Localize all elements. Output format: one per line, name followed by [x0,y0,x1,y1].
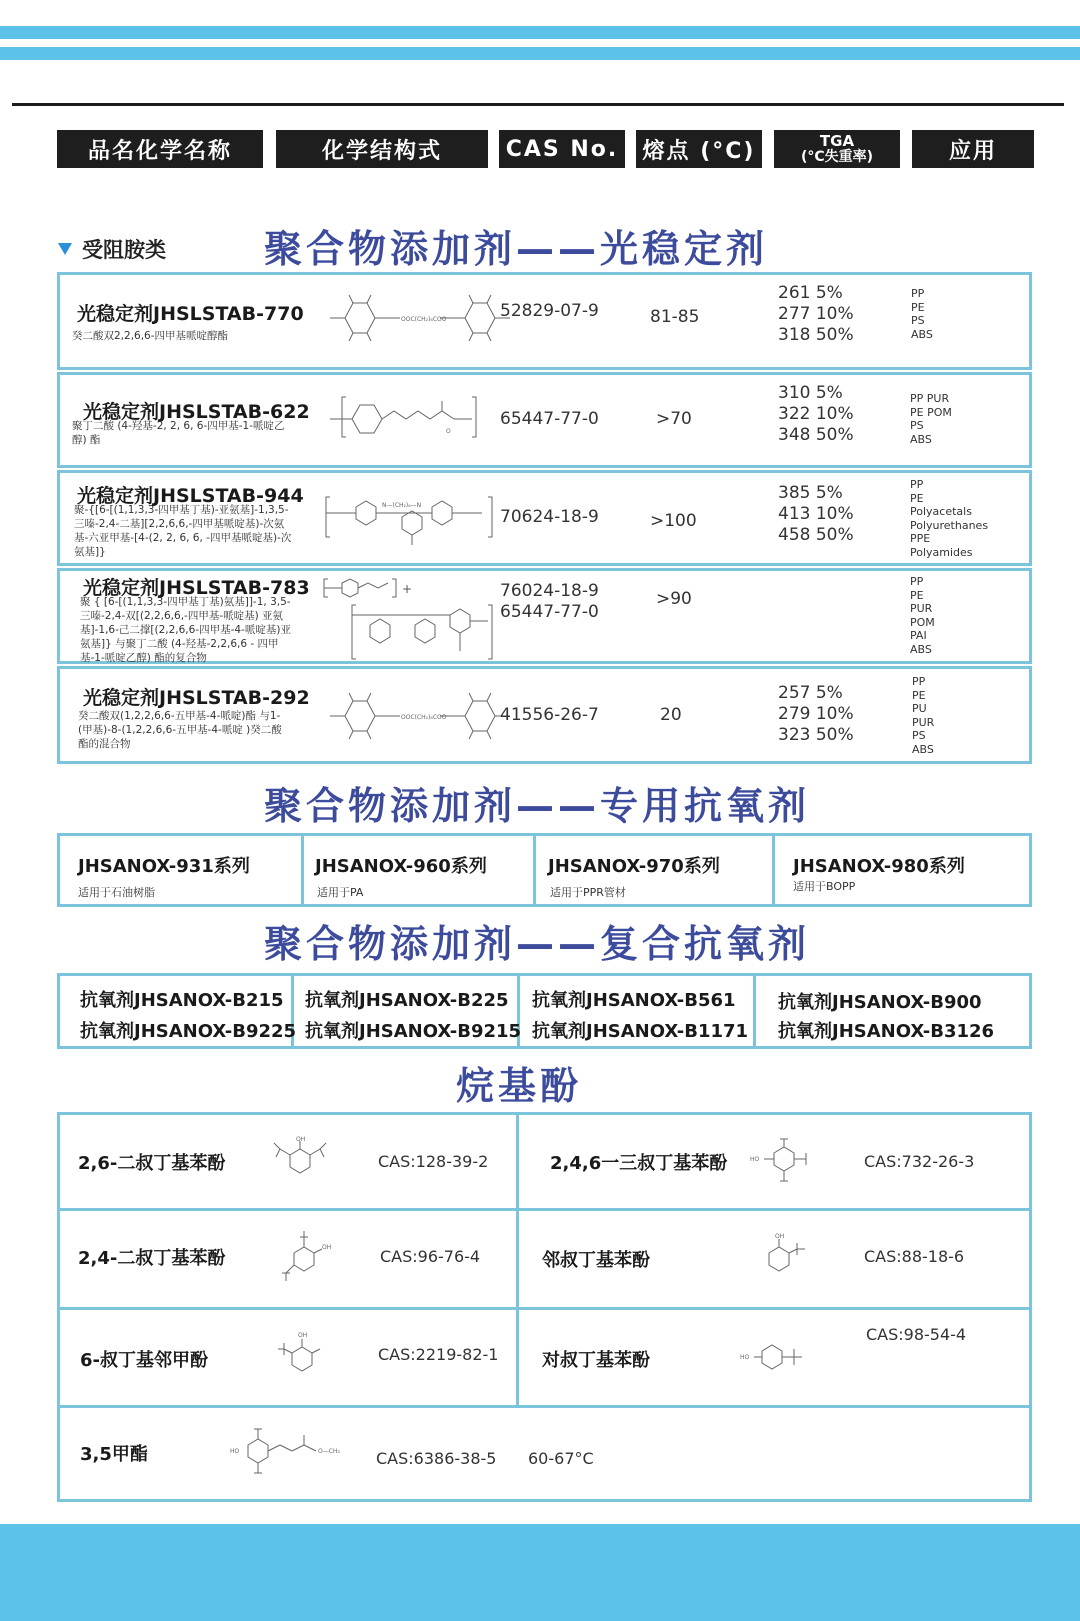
compound-name: 抗氧剂JHSANOX-B9215 [305,1021,522,1042]
col-header-tga [774,130,900,168]
structure-6tbomc-image [272,1327,332,1389]
svg-text:O: O [446,428,451,435]
product-name: 光稳定剂JHSLSTAB-622 [83,401,310,423]
col-header-app: 应用 [912,130,1034,168]
compound-name: 抗氧剂JHSANOX-B900 [778,992,982,1013]
product-desc: 聚 { [6-[(1,1,3,3-四甲基丁基)氨基]]-1, 3,5-三嗪-2,4-双[(2,2,6,6,-四甲基-哌啶基) 亚氨基]-1,6-己二撑[(2,2,6,6-四甲基-4-哌啶基)亚氨基]} 与聚丁二酸 (4-羟基-2,2,6,6 - 四甲基-1-哌啶乙醇) 酯的复合物 [80,596,291,664]
header-rule [12,103,1064,106]
applications [910,575,935,656]
app-item: PP [911,287,925,300]
applications [910,478,988,559]
compound-name: 抗氧剂JHSANOX-B225 [305,990,509,1011]
tga-values [778,683,854,746]
app-item: PS [910,419,924,432]
svg-text:HO: HO [230,1448,240,1455]
phenol-cas: CAS:98-54-4 [866,1325,967,1344]
app-item: PP [910,575,924,588]
cas-number: 70624-18-9 [500,507,599,527]
cas-number: 65447-77-0 [500,409,599,429]
product-row-770 [57,272,1032,370]
series-desc: 适用于石油树脂 [78,886,155,899]
phenol-mp: 60-67°C [528,1449,594,1468]
tga-line: 279 10% [778,704,854,724]
app-item: ABS [910,642,932,656]
series-desc: 适用于PA [317,886,364,899]
product-row-292 [57,666,1032,764]
structure-26dtbp-image [270,1135,330,1191]
tga-line: 261 5% [778,283,843,303]
structure-944-image [322,487,512,553]
structure-ptbp-image [740,1337,820,1377]
melting-point: >90 [656,589,692,609]
svg-text:OH: OH [296,1136,306,1143]
structure-770-image [325,293,515,343]
cas-number-2: 65447-77-0 [500,602,599,622]
melting-point: >100 [650,511,697,531]
row-divider [60,1405,1029,1408]
tga-line: 310 5% [778,383,843,403]
compound-name: 抗氧剂JHSANOX-B3126 [778,1021,995,1042]
product-name: 光稳定剂JHSLSTAB-770 [77,303,304,325]
phenol-cas: CAS:2219-82-1 [378,1345,499,1364]
svg-text:OOC(CH₂)₈COO: OOC(CH₂)₈COO [401,714,447,721]
app-item: Polyamides [910,545,973,559]
tga-line: 323 50% [778,725,854,745]
section-title-alkylphenol: 烷基酚 [456,1064,583,1108]
series-desc: 适用于PPR管材 [550,886,626,899]
app-item: PE POM [910,405,952,419]
phenol-cas: CAS:6386-38-5 [376,1449,497,1468]
app-item: PUR [910,602,933,615]
section-title-compound-antioxidant: 聚合物添加剂——复合抗氧剂 [264,922,811,966]
applications [912,675,934,756]
compound-name: 抗氧剂JHSANOX-B215 [80,990,284,1011]
tga-values [778,483,854,546]
series-name: JHSANOX-980系列 [793,856,965,877]
compound-antioxidant-table [57,973,1032,1049]
app-item: Polyurethanes [910,518,989,532]
product-name: 光稳定剂JHSLSTAB-292 [83,687,310,709]
structure-246ttbp-image [750,1133,820,1193]
series-desc: 适用于BOPP [793,880,856,893]
section-title-special-antioxidant: 聚合物添加剂——专用抗氧剂 [264,784,811,828]
melting-point: >70 [656,409,692,429]
cas-number: 41556-26-7 [500,705,599,725]
svg-text:+: + [402,582,413,596]
app-item: PP PUR [910,392,950,405]
product-name: 光稳定剂JHSLSTAB-783 [83,577,310,599]
section-title-light-stabilizer: 聚合物添加剂——光稳定剂 [264,227,769,271]
row-divider [60,1208,1029,1211]
svg-text:OH: OH [322,1244,332,1251]
category-hals [58,234,166,264]
app-item: PE [912,688,926,702]
app-item: POM [910,615,935,629]
special-antioxidant-table [57,833,1032,907]
structure-24dtbp-image [274,1229,340,1291]
app-item: PE [910,588,924,602]
phenol-cas: CAS:88-18-6 [864,1247,965,1266]
app-item: ABS [910,432,932,446]
tga-line: 348 50% [778,425,854,445]
svg-text:O—CH₃: O—CH₃ [318,1448,340,1455]
category-label: 受阻胺类 [82,238,166,262]
svg-text:OH: OH [298,1332,308,1339]
product-row-944 [57,470,1032,566]
product-desc: 癸二酸双2,2,6,6-四甲基哌啶醇酯 [72,330,229,342]
series-name: JHSANOX-970系列 [548,856,720,877]
product-desc: 癸二酸双(1,2,2,6,6-五甲基-4-哌啶)酯 与1-(甲基)-8-(1,2,2,6,6-五甲基-4-哌啶 )癸二酸酯的混合物 [78,710,282,750]
phenol-name: 6-叔丁基邻甲酚 [80,1350,208,1371]
product-desc: 聚丁二酸 (4-羟基-2, 2, 6, 6-四甲基-1-哌啶乙醇) 酯 [72,420,285,446]
phenol-name: 对叔丁基苯酚 [542,1350,650,1371]
tga-line: 318 50% [778,325,854,345]
product-row-622 [57,372,1032,468]
svg-text:N—(CH₂)₆—N: N—(CH₂)₆—N [382,502,422,509]
col-header-structure: 化学结构式 [276,130,488,168]
structure-292-image [325,691,515,741]
tga-line: 458 50% [778,525,854,545]
tga-line: 385 5% [778,483,843,503]
cas-number: 76024-18-9 [500,581,599,601]
app-item: PE [910,491,924,505]
row-divider [60,1307,1029,1310]
svg-text:OOC(CH₂)₈COO: OOC(CH₂)₈COO [401,316,447,323]
svg-text:OH: OH [775,1233,785,1240]
phenol-name: 3,5甲酯 [80,1444,148,1465]
app-item: PAI [910,629,927,642]
tga-line: 277 10% [778,304,854,324]
compound-name: 抗氧剂JHSANOX-B561 [532,990,736,1011]
col-header-mp: 熔点 (°C) [636,130,762,168]
product-name: 光稳定剂JHSLSTAB-944 [77,485,304,507]
svg-text:HO: HO [750,1156,760,1163]
structure-otbp-image [755,1229,815,1285]
app-item: PUR [912,715,935,729]
cas-number: 52829-07-9 [500,301,599,321]
app-item: ABS [911,327,933,341]
series-name: JHSANOX-931系列 [78,856,250,877]
divider [772,836,775,904]
top-stripe-1 [0,26,1080,39]
triangle-icon [58,243,72,255]
product-desc: 聚-{[6-[(1,1,3,3-四甲基丁基)-亚氨基]-1,3,5-三嗪-2,4-二基][2,2,6,6,-四甲基哌啶基)-次氨基-六亚甲基-[4-(2, 2, 6, 6, -四甲基哌啶基)-次氨基]} [74,504,292,558]
col-header-name: 品名化学名称 [57,130,263,168]
divider [533,836,536,904]
top-stripe-2 [0,47,1080,60]
bottom-band [0,1524,1080,1621]
divider [301,836,304,904]
col-divider [516,1115,519,1408]
phenol-name: 邻叔丁基苯酚 [542,1250,650,1271]
app-item: Polyacetals [910,505,972,518]
svg-text:HO: HO [740,1354,750,1361]
tga-sub: (°C失重率) [800,149,874,165]
app-item: PU [912,702,927,715]
melting-point: 81-85 [650,307,700,327]
tga-line: 257 5% [778,683,843,703]
app-item: PE [911,300,925,314]
phenol-name: 2,4-二叔丁基苯酚 [78,1248,226,1269]
series-name: JHSANOX-960系列 [315,856,487,877]
app-item: PPE [910,532,931,545]
tga-values [778,383,854,446]
phenol-cas: CAS:732-26-3 [864,1152,975,1171]
tga-line: 413 10% [778,504,854,524]
compound-name: 抗氧剂JHSANOX-B9225 [80,1021,297,1042]
tga-line: 322 10% [778,404,854,424]
phenol-name: 2,4,6一三叔丁基苯酚 [550,1153,728,1174]
app-item: PP [912,675,926,688]
product-row-783 [57,568,1032,664]
applications [910,392,952,446]
phenol-cas: CAS:128-39-2 [378,1152,489,1171]
app-item: PS [911,314,925,327]
structure-783-image [320,575,510,663]
app-item: PP [910,478,924,491]
app-item: ABS [912,742,934,756]
col-header-cas: CAS No. [499,130,625,168]
melting-point: 20 [660,705,682,725]
applications [911,287,933,341]
tga-label: TGA [819,132,855,150]
compound-name: 抗氧剂JHSANOX-B1171 [532,1021,749,1042]
structure-35-methyl-ester-image [230,1421,350,1487]
phenol-name: 2,6-二叔丁基苯酚 [78,1153,226,1174]
divider [753,976,756,1046]
phenol-cas: CAS:96-76-4 [380,1247,481,1266]
app-item: PS [912,729,926,742]
alkylphenol-table [57,1112,1032,1502]
structure-622-image [322,389,512,445]
tga-values [778,283,854,346]
